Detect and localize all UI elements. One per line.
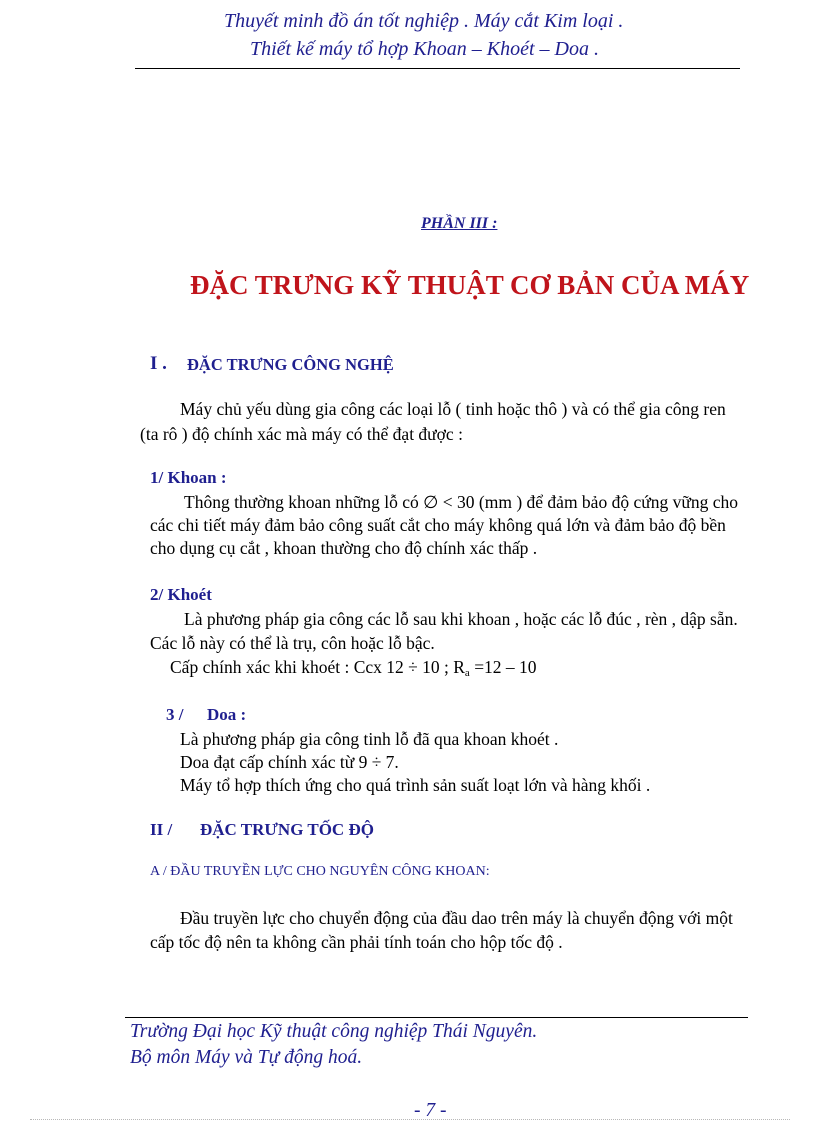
header-line-2: Thiết kế máy tổ hợp Khoan – Khoét – Doa . — [250, 38, 599, 60]
section-2-para-line-2: cấp tốc độ nên ta không cần phải tính toán cho hộp tốc độ . — [150, 932, 563, 952]
section-2-subheading-a: A / ĐẦU TRUYỀN LỰC CHO NGUYÊN CÔNG KHOAN: — [150, 864, 490, 879]
khoet-line-3 — [170, 657, 537, 679]
khoan-line-2: các chi tiết máy đảm bảo công suất cắt cho máy không quá lớn và đảm bảo độ bền — [150, 515, 726, 535]
doa-heading-text: Doa : — [207, 705, 247, 724]
footer-rule — [125, 1017, 748, 1018]
section-1-number: I . — [150, 353, 167, 374]
khoet-line-3-value: =12 – 10 — [469, 657, 537, 677]
footer-line-1: Trường Đại học Kỹ thuật công nghiệp Thái Nguyên. — [130, 1021, 538, 1042]
khoan-line-3: cho dụng cụ cắt , khoan thường cho độ chính xác thấp . — [150, 538, 538, 558]
main-title: ĐẶC TRƯNG KỸ THUẬT CƠ BẢN CỦA MÁY — [190, 270, 750, 300]
section-2-title: ĐẶC TRƯNG TỐC ĐỘ — [200, 820, 374, 839]
bottom-dotted-rule — [30, 1119, 790, 1120]
intro-line-2: (ta rô ) độ chính xác mà máy có thể đạt được : — [140, 424, 463, 444]
roughness-subscript: a — [464, 667, 470, 679]
doa-line-1: Là phương pháp gia công tinh lỗ đã qua khoan khoét . — [180, 729, 559, 749]
khoet-line-2: Các lỗ này có thể là trụ, côn hoặc lỗ bậc. — [150, 633, 435, 653]
footer-line-2: Bộ môn Máy và Tự động hoá. — [130, 1047, 363, 1068]
khoan-heading: 1/ Khoan : — [150, 468, 227, 487]
header-line-1: Thuyết minh đồ án tốt nghiệp . Máy cắt Kim loại . — [224, 10, 624, 32]
doa-line-2: Doa đạt cấp chính xác từ 9 ÷ 7. — [180, 752, 399, 772]
page-number: - 7 - — [414, 1100, 447, 1121]
khoet-line-3-text: Cấp chính xác khi khoét : Ccx 12 ÷ 10 ; R — [170, 657, 465, 677]
section-1-title: ĐẶC TRƯNG CÔNG NGHỆ — [187, 355, 394, 374]
section-2-number: II / — [150, 820, 173, 839]
khoet-line-1: Là phương pháp gia công các lỗ sau khi khoan , hoặc các lỗ đúc , rèn , dập sẵn. — [184, 609, 738, 629]
khoet-heading: 2/ Khoét — [150, 585, 212, 604]
doa-line-3: Máy tổ hợp thích ứng cho quá trình sản suất loạt lớn và hàng khối . — [180, 775, 651, 795]
header-rule — [135, 68, 740, 69]
section-2-para-line-1: Đầu truyền lực cho chuyển động của đầu dao trên máy là chuyển động với một — [180, 908, 733, 928]
part-label: PHẦN III : — [421, 215, 498, 232]
doa-heading-number: 3 / — [166, 705, 184, 724]
intro-line-1: Máy chủ yếu dùng gia công các loại lỗ ( tinh hoặc thô ) và có thể gia công ren — [180, 399, 726, 419]
khoan-line-1: Thông thường khoan những lỗ có ∅ < 30 (mm ) để đảm bảo độ cứng vững cho — [184, 492, 738, 512]
